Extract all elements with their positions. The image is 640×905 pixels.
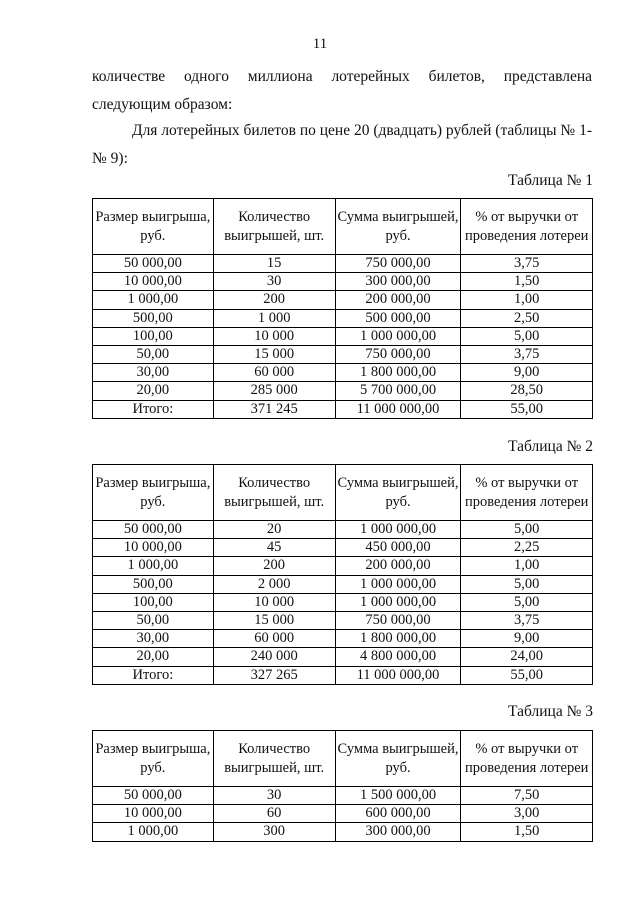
cell-prize-sum: 300 000,00 — [335, 823, 461, 841]
cell-prize-count: 60 000 — [213, 630, 335, 648]
cell-prize-size: 50 000,00 — [93, 521, 214, 539]
table-row — [93, 255, 593, 273]
cell-prize-count: 10 000 — [213, 593, 335, 611]
cell-prize-count: 15 000 — [213, 611, 335, 629]
cell-revenue-percent: 24,00 — [461, 648, 593, 666]
cell-prize-sum: 750 000,00 — [335, 345, 461, 363]
cell-prize-sum: 1 000 000,00 — [335, 575, 461, 593]
cell-revenue-percent: 1,00 — [461, 291, 593, 309]
header-prize-size: Размер выигрыша, руб. — [93, 731, 214, 787]
header-prize-size: Размер выигрыша, руб. — [93, 465, 214, 521]
table-header-row — [93, 199, 593, 255]
cell-prize-size: 50 000,00 — [93, 787, 214, 805]
prize-table-1 — [92, 198, 593, 419]
cell-prize-sum: 300 000,00 — [335, 273, 461, 291]
cell-prize-size: 500,00 — [93, 575, 214, 593]
cell-prize-sum: 200 000,00 — [335, 557, 461, 575]
cell-prize-sum: 750 000,00 — [335, 611, 461, 629]
table-row — [93, 400, 593, 418]
cell-prize-count: 200 — [213, 291, 335, 309]
table-row — [93, 539, 593, 557]
cell-prize-sum: 1 000 000,00 — [335, 593, 461, 611]
cell-prize-sum: 1 800 000,00 — [335, 364, 461, 382]
cell-prize-sum: 11 000 000,00 — [335, 400, 461, 418]
cell-prize-count: 371 245 — [213, 400, 335, 418]
cell-revenue-percent: 5,00 — [461, 575, 593, 593]
cell-revenue-percent: 2,25 — [461, 539, 593, 557]
table-row — [93, 521, 593, 539]
table-row — [93, 364, 593, 382]
cell-prize-sum: 1 000 000,00 — [335, 521, 461, 539]
cell-prize-size: 50 000,00 — [93, 255, 214, 273]
cell-prize-sum: 5 700 000,00 — [335, 382, 461, 400]
cell-prize-size: Итого: — [93, 400, 214, 418]
table-header-row — [93, 465, 593, 521]
cell-prize-size: 30,00 — [93, 630, 214, 648]
cell-prize-size: 30,00 — [93, 364, 214, 382]
cell-prize-sum: 11 000 000,00 — [335, 666, 461, 684]
header-prize-count: Количество выигрышей, шт. — [213, 731, 335, 787]
header-revenue-percent: % от выручки от проведения лотереи — [461, 199, 593, 255]
cell-prize-count: 10 000 — [213, 327, 335, 345]
intro-paragraph: количестве одного миллиона лотерейных билетов, представлена следующим образом: — [92, 68, 592, 113]
cell-prize-sum: 200 000,00 — [335, 291, 461, 309]
table-row — [93, 593, 593, 611]
cell-revenue-percent: 3,75 — [461, 255, 593, 273]
header-prize-sum: Сумма выигрышей, руб. — [335, 731, 461, 787]
cell-prize-size: 10 000,00 — [93, 539, 214, 557]
cell-prize-size: 500,00 — [93, 309, 214, 327]
cell-prize-count: 30 — [213, 787, 335, 805]
table-row — [93, 309, 593, 327]
cell-prize-count: 60 — [213, 805, 335, 823]
cell-revenue-percent: 3,75 — [461, 345, 593, 363]
cell-prize-size: 10 000,00 — [93, 805, 214, 823]
header-revenue-percent: % от выручки от проведения лотереи — [461, 465, 593, 521]
page-number: 11 — [312, 36, 328, 52]
cell-revenue-percent: 5,00 — [461, 327, 593, 345]
cell-prize-sum: 600 000,00 — [335, 805, 461, 823]
cell-prize-size: 20,00 — [93, 382, 214, 400]
cell-prize-count: 300 — [213, 823, 335, 841]
table-2-caption: Таблица № 2 — [508, 438, 593, 455]
cell-revenue-percent: 3,00 — [461, 805, 593, 823]
table-row — [93, 787, 593, 805]
cell-prize-size: 1 000,00 — [93, 291, 214, 309]
cell-revenue-percent: 55,00 — [461, 400, 593, 418]
cell-revenue-percent: 9,00 — [461, 630, 593, 648]
table-row — [93, 382, 593, 400]
cell-revenue-percent: 1,50 — [461, 273, 593, 291]
cell-prize-sum: 750 000,00 — [335, 255, 461, 273]
cell-revenue-percent: 5,00 — [461, 593, 593, 611]
table-row — [93, 611, 593, 629]
cell-prize-count: 30 — [213, 273, 335, 291]
cell-prize-size: 1 000,00 — [93, 557, 214, 575]
cell-revenue-percent: 7,50 — [461, 787, 593, 805]
table-row — [93, 648, 593, 666]
cell-prize-sum: 1 800 000,00 — [335, 630, 461, 648]
header-prize-sum: Сумма выигрышей, руб. — [335, 199, 461, 255]
table-row — [93, 557, 593, 575]
cell-prize-sum: 450 000,00 — [335, 539, 461, 557]
cell-prize-count: 60 000 — [213, 364, 335, 382]
cell-prize-count: 240 000 — [213, 648, 335, 666]
cell-revenue-percent: 9,00 — [461, 364, 593, 382]
cell-revenue-percent: 3,75 — [461, 611, 593, 629]
cell-revenue-percent: 2,50 — [461, 309, 593, 327]
header-prize-count: Количество выигрышей, шт. — [213, 199, 335, 255]
prize-table-3 — [92, 730, 593, 842]
table-1-caption: Таблица № 1 — [508, 172, 593, 189]
cell-prize-size: 50,00 — [93, 611, 214, 629]
table-row — [93, 575, 593, 593]
cell-prize-count: 285 000 — [213, 382, 335, 400]
cell-prize-count: 45 — [213, 539, 335, 557]
cell-prize-count: 15 000 — [213, 345, 335, 363]
header-revenue-percent: % от выручки от проведения лотереи — [461, 731, 593, 787]
table-row — [93, 805, 593, 823]
price-paragraph: Для лотерейных билетов по цене 20 (двадцать) рублей (таблицы № 1- № 9): — [92, 122, 592, 167]
table-row — [93, 327, 593, 345]
table-header-row — [93, 731, 593, 787]
cell-prize-count: 1 000 — [213, 309, 335, 327]
table-row — [93, 823, 593, 841]
cell-prize-count: 2 000 — [213, 575, 335, 593]
cell-prize-sum: 500 000,00 — [335, 309, 461, 327]
table-row — [93, 273, 593, 291]
cell-revenue-percent: 1,00 — [461, 557, 593, 575]
cell-prize-size: 50,00 — [93, 345, 214, 363]
cell-revenue-percent: 1,50 — [461, 823, 593, 841]
header-prize-count: Количество выигрышей, шт. — [213, 465, 335, 521]
cell-prize-size: 10 000,00 — [93, 273, 214, 291]
cell-prize-sum: 1 500 000,00 — [335, 787, 461, 805]
cell-prize-size: 1 000,00 — [93, 823, 214, 841]
cell-prize-sum: 1 000 000,00 — [335, 327, 461, 345]
table-row — [93, 291, 593, 309]
table-row — [93, 666, 593, 684]
cell-prize-size: 100,00 — [93, 593, 214, 611]
cell-prize-count: 20 — [213, 521, 335, 539]
cell-prize-size: 20,00 — [93, 648, 214, 666]
table-row — [93, 630, 593, 648]
cell-revenue-percent: 5,00 — [461, 521, 593, 539]
table-3-caption: Таблица № 3 — [508, 703, 593, 720]
header-prize-sum: Сумма выигрышей, руб. — [335, 465, 461, 521]
table-row — [93, 345, 593, 363]
cell-prize-count: 200 — [213, 557, 335, 575]
cell-prize-size: Итого: — [93, 666, 214, 684]
cell-prize-sum: 4 800 000,00 — [335, 648, 461, 666]
cell-revenue-percent: 28,50 — [461, 382, 593, 400]
cell-prize-count: 15 — [213, 255, 335, 273]
cell-prize-count: 327 265 — [213, 666, 335, 684]
header-prize-size: Размер выигрыша, руб. — [93, 199, 214, 255]
cell-revenue-percent: 55,00 — [461, 666, 593, 684]
cell-prize-size: 100,00 — [93, 327, 214, 345]
prize-table-2 — [92, 464, 593, 685]
